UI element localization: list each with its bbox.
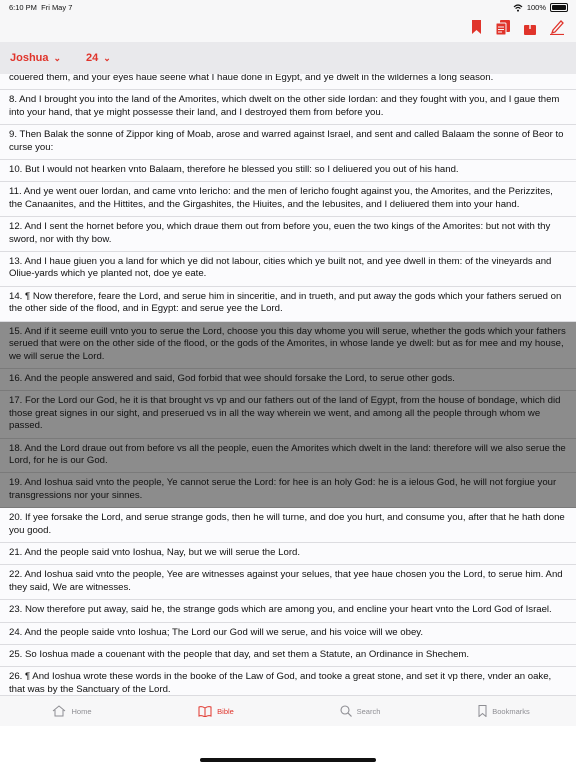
copy-icon[interactable] bbox=[496, 20, 510, 35]
verse-row[interactable]: 17. For the Lord our God, he it is that brought vs vp and our fathers out of the land of Egypt, from the house of bondage, which did those great signes in our sight, and preserued vs in all the way wherein we went, and among all the people through whom we passed. bbox=[0, 391, 576, 438]
book-icon bbox=[198, 706, 212, 717]
verse-row[interactable]: 12. And I sent the hornet before you, which draue them out from before you, euen the two kings of the Amorites: but not with thy sword, nor with thy bow. bbox=[0, 217, 576, 252]
book-chapter-bar bbox=[0, 42, 576, 75]
verse-row[interactable]: 20. If yee forsake the Lord, and serue strange gods, then he will turne, and doe you hurt, and consume you, after that he hath done you good. bbox=[0, 508, 576, 543]
home-indicator[interactable] bbox=[200, 758, 376, 762]
verse-row[interactable]: 15. And if it seeme euill vnto you to serue the Lord, choose you this day whome you will serue, whether the gods which your fathers serued that were on the other side of the flood, or the gods of the Amorites, in whose lande ye dwell: but as for mee and my house, we will serue the Lord. bbox=[0, 322, 576, 369]
share-icon[interactable] bbox=[524, 20, 536, 35]
bookmark-icon[interactable] bbox=[471, 20, 482, 34]
status-time: 6:10 PM bbox=[9, 3, 37, 12]
battery-icon bbox=[550, 3, 568, 12]
verse-row[interactable]: 22. And Ioshua said vnto the people, Yee are witnesses against your selues, that yee haue chosen you the Lord, to serue him. And they said, We are witnesses. bbox=[0, 565, 576, 600]
verse-row[interactable]: 25. So Ioshua made a couenant with the people that day, and set them a Statute, an Ordinance in Shechem. bbox=[0, 645, 576, 667]
verse-row[interactable]: 19. And Ioshua said vnto the people, Ye cannot serue the Lord: for hee is an holy God: he is a ielous God, he will not forgiue your transgressions nor your sinnes. bbox=[0, 473, 576, 508]
tab-home[interactable] bbox=[0, 696, 144, 726]
battery-percent: 100% bbox=[526, 3, 546, 12]
verse-row[interactable]: 10. But I would not hearken vnto Balaam, therefore he blessed you still: so I deliuered you out of his hand. bbox=[0, 160, 576, 182]
status-bar bbox=[0, 0, 576, 14]
book-selector[interactable] bbox=[10, 49, 61, 67]
bookmark-outline-icon bbox=[478, 705, 487, 717]
top-toolbar bbox=[0, 14, 576, 42]
magnifier-icon bbox=[340, 705, 352, 717]
verse-row[interactable]: 23. Now therefore put away, said he, the strange gods which are among you, and encline your heart vnto the Lord God of Israel. bbox=[0, 600, 576, 622]
tab-bookmarks[interactable] bbox=[432, 696, 576, 726]
verse-row[interactable]: 26. ¶ And Ioshua wrote these words in the booke of the Law of God, and tooke a great stone, and set it vp there, vnder an oake, that was by the Sanctuary of the Lord. bbox=[0, 667, 576, 695]
verse-row[interactable]: 13. And I haue giuen you a land for which ye did not labour, cities which ye built not, and yee dwell in them: of the vineyards and Oliue-yards which ye planted not, doe ye eate. bbox=[0, 252, 576, 287]
chevron-down-icon: ⌄ bbox=[53, 52, 62, 63]
tab-bar bbox=[0, 695, 576, 726]
verse-row[interactable]: 9. Then Balak the sonne of Zippor king of Moab, arose and warred against Israel, and sent and called Balaam the sonne of Beor to curse you: bbox=[0, 125, 576, 160]
tab-home-label: Home bbox=[71, 706, 92, 716]
wifi-icon bbox=[513, 4, 523, 12]
verse-row[interactable]: 14. ¶ Now therefore, feare the Lord, and serue him in sinceritie, and in trueth, and put away the gods which your fathers serued on the other side of the flood, and in Egypt: and serue yee the Lord. bbox=[0, 287, 576, 322]
tab-bible-label: Bible bbox=[217, 706, 234, 716]
verse-row[interactable]: 18. And the Lord draue out from before vs all the people, euen the Amorites which dwelt in the land: therefore will we also serue the Lord, for he is our God. bbox=[0, 439, 576, 474]
chapter-selector[interactable] bbox=[86, 49, 111, 67]
verse-row[interactable]: 16. And the people answered and said, God forbid that wee should forsake the Lord, to serue other gods. bbox=[0, 369, 576, 391]
status-date: Fri May 7 bbox=[41, 3, 73, 12]
verse-row[interactable]: 8. And I brought you into the land of the Amorites, which dwelt on the other side Iordan: and they fought with you, and I gaue them into your hand, that ye might possesse their land, and I destroyed them from before you. bbox=[0, 90, 576, 125]
verse-row[interactable]: 11. And ye went ouer Iordan, and came vnto Iericho: and the men of Iericho fought against you, the Amorites, and the Perizzites, the Canaanites, and the Hittites, and the Girgashites, the Hiuites, and the Iebusites, and I deliuered them into your hand. bbox=[0, 182, 576, 217]
verse-row[interactable]: 24. And the people saide vnto Ioshua; The Lord our God will we serue, and his voice will we obey. bbox=[0, 623, 576, 645]
tab-search-label: Search bbox=[356, 706, 381, 716]
house-icon bbox=[52, 705, 66, 717]
chevron-down-icon: ⌄ bbox=[103, 52, 111, 63]
chapter-number: 24 bbox=[86, 52, 99, 64]
verse-row[interactable]: couered them, and your eyes haue seene what I haue done in Egypt, and ye dwelt in the wildernes a long season. bbox=[0, 74, 576, 90]
verse-list[interactable] bbox=[0, 74, 576, 695]
status-right bbox=[513, 3, 568, 12]
status-time-date bbox=[9, 3, 72, 12]
tab-search[interactable] bbox=[288, 696, 432, 726]
tab-bible[interactable] bbox=[144, 696, 288, 726]
edit-icon[interactable] bbox=[550, 20, 564, 35]
tab-bookmarks-label: Bookmarks bbox=[492, 706, 530, 716]
book-name: Joshua bbox=[10, 52, 49, 64]
verse-row[interactable]: 21. And the people said vnto Ioshua, Nay, but we will serue the Lord. bbox=[0, 543, 576, 565]
